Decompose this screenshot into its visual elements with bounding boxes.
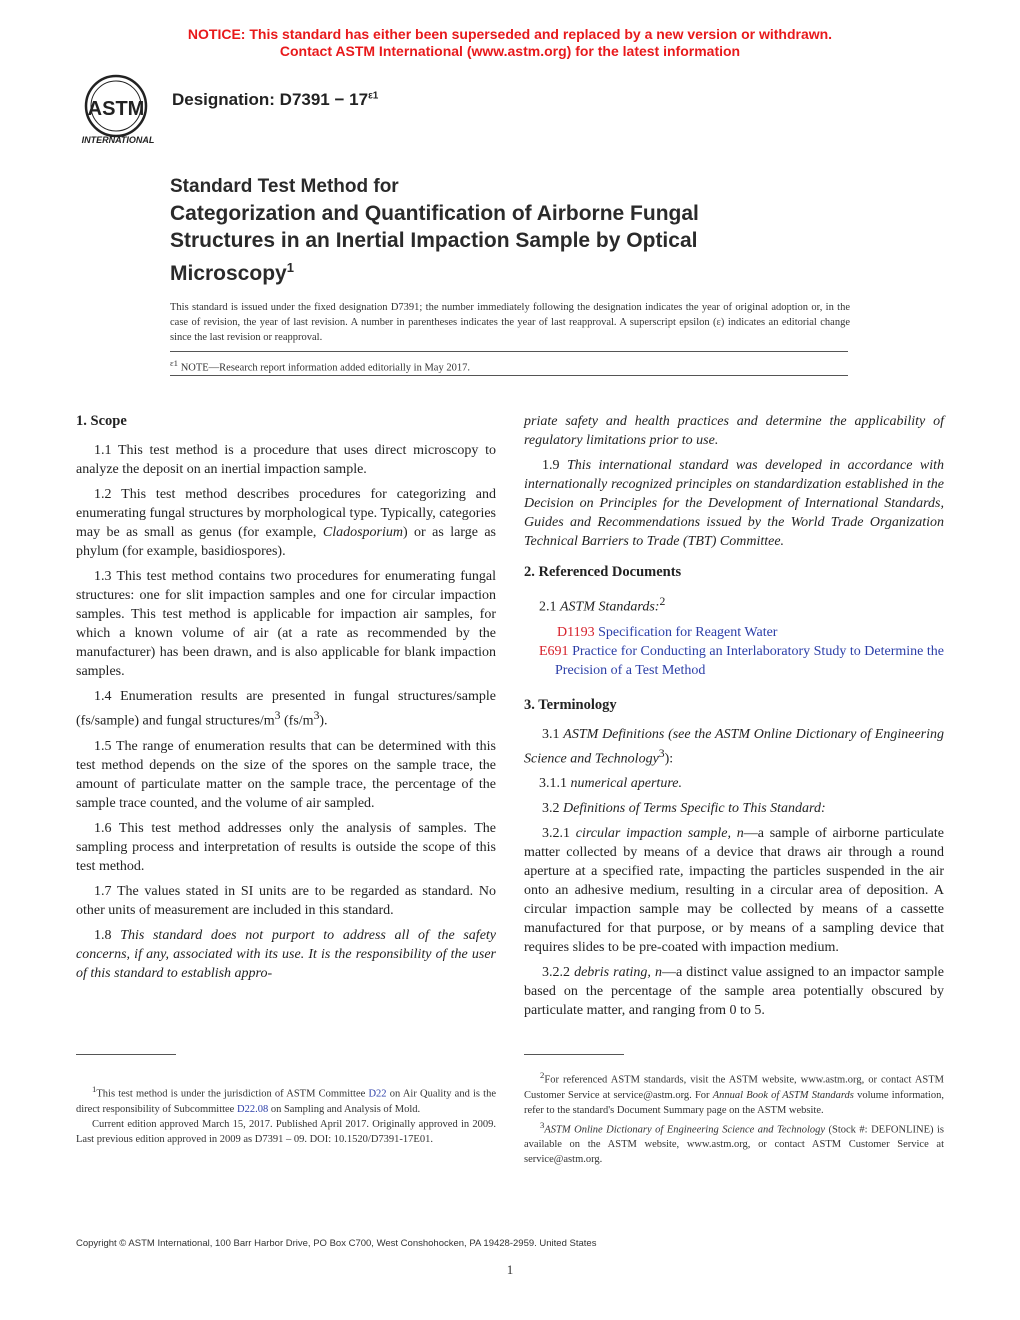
paragraph-1-5: 1.5 The range of enumeration results that can be determined with this test method depends on the size of the spores on the sample trace, the amount of particulate matter on the sample trace, the percentage of the sample trace counted, and the volume of air sampled. — [76, 738, 496, 811]
footnote-divider — [76, 1054, 176, 1055]
left-column — [76, 412, 496, 989]
paragraph-1-8: 1.8 This standard does not purport to address all of the safety concerns, if any, associated with its use. It is the responsibility of the user of this standard to establish appro- — [76, 927, 497, 981]
reference-code-link[interactable]: E691 — [539, 643, 569, 659]
reference-title-link[interactable]: Practice for Conducting an Interlaboratory Study to Determine the Precision of a Test Method — [555, 643, 944, 678]
right-column — [524, 412, 944, 1026]
footnotes-right — [524, 1068, 944, 1167]
reference-title-link[interactable]: Specification for Reagent Water — [594, 624, 778, 640]
logo-text: ASTM — [87, 98, 145, 120]
divider — [170, 375, 848, 376]
section-heading-terminology: 3. Terminology — [524, 696, 617, 713]
title-line-4: Microscopy$^1$ — [170, 260, 294, 285]
paragraph-1-7: 1.7 The values stated in SI units are to be regarded as standard. No other units of measurement are included in this standard. — [76, 883, 496, 918]
section-heading-scope: 1. Scope — [76, 413, 127, 429]
reference-e691[interactable] — [524, 642, 944, 680]
notice-line-1: NOTICE: This standard has either been superseded and replaced by a new version or withdrawn. — [187, 26, 833, 42]
subcommittee-link[interactable]: D22.08 — [236, 1103, 269, 1115]
footnote-2: $^2$For referenced ASTM standards, visit the ASTM website, www.astm.org, or contact ASTM Customer Service at service@astm.org. For Annual Book of ASTM Standards volume information, refer to the standard's Document Summary page on the ASTM website. — [524, 1070, 944, 1116]
footnote-3: $^3$ASTM Online Dictionary of Engineering Science and Technology (Stock #: DEFONLINE) is available on the ASTM website, www.astm.org, or contact ASTM Customer Service at service@astm.org. — [524, 1119, 944, 1165]
title-line-3: Structures in an Inertial Impaction Sample by Optical — [170, 229, 698, 252]
paragraph-3-2-1: 3.2.1 circular impaction sample, n—a sample of airborne particulate matter collected by means of a device that draws air through a round aperture at a specified rate, impacting the particles suspended in the air onto an adhesive medium, resulting in a circular area of deposition. A circular impaction sample may be collected by means of a cassette manufactured for that purpose, or by means of a sampling device that requires slides to be pre-coated with impaction medium. — [524, 826, 944, 956]
reference-code-link[interactable]: D1193 — [557, 624, 595, 640]
copyright-footer: Copyright © ASTM International, 100 Barr Harbor Drive, PO Box C700, West Conshohocken, PA 19428-2959. United States — [76, 1238, 597, 1249]
paragraph-1-8-continued: priate safety and health practices and determine the applicability of regulatory limitations prior to use. — [524, 414, 944, 448]
notice-line-2: Contact ASTM International (www.astm.org) for the latest information — [279, 43, 741, 59]
issue-statement: This standard is issued under the fixed designation D7391; the number immediately following the designation indicates the year of original adoption or, in the case of revision, the year of last revision. A number in parentheses indicates the year of last reapproval. A superscript epsilon (ε) indicates an editorial change since the last revision or reapproval. — [170, 302, 850, 343]
logo-subtext: INTERNATIONAL — [81, 135, 155, 145]
designation: Designation: $D7391 - 17^{\varepsilon 1}$ — [172, 90, 379, 109]
footnote-1: $^1$This test method is under the jurisdiction of ASTM Committee D22 on Air Quality and is the direct responsibility of Subcommittee D22.08 on Sampling and Analysis of Mold. Current edition approved March 15, 2017. Published April 2017. Originally approved in 2009. Last previous edition approved in 2009 as D7391 – 09. DOI: 10.1520/D7391-17E01. — [76, 1084, 497, 1145]
divider — [170, 351, 848, 352]
committee-link[interactable]: D22 — [368, 1088, 387, 1100]
reference-d1193[interactable] — [524, 623, 944, 642]
paragraph-3-1-1: 3.1.1 numerical aperture. — [539, 776, 682, 792]
supersede-notice — [0, 26, 1020, 60]
paragraph-1-2: 1.2 This test method describes procedures for categorizing and enumerating fungal structures by morphological type. Typically, categories may be as small as genus (for example, Cladosporium) or as large as phylum (for example, basidiospores). — [76, 487, 497, 559]
footnote-divider — [524, 1054, 624, 1055]
paragraph-1-3: 1.3 This test method contains two procedures for enumerating fungal structures: one for slit impaction samples and one for circular impaction samples. This test method is applicable for impaction air samples, for which a known volume of air (at a rate as recommended by the manufacturer) has been drawn, and is also applicable for blank impaction samples. — [76, 569, 496, 679]
paragraph-1-4: 1.4 Enumeration results are presented in fungal structures/sample (fs/sample) and fungal structures/$m^3$ $(fs/m^3)$. — [76, 689, 496, 729]
astm-logo-icon — [76, 70, 160, 146]
page-number: 1 — [506, 1262, 514, 1277]
paragraph-1-6: 1.6 This test method addresses only the analysis of samples. The sampling process and interpretation of results is outside the scope of this test method. — [76, 820, 496, 874]
paragraph-3-2-2: 3.2.2 debris rating, n—a distinct value assigned to an impactor sample based on the percentage of the sample area potentially obscured by particulate matter, and ranging from 0 to 5. — [524, 965, 944, 1019]
title-line-1: Standard Test Method for — [170, 176, 399, 197]
paragraph-1-9: 1.9 This international standard was developed in accordance with internationally recognized principles on standardization established in the Decision on Principles for the Development of International Standards, Guides and Recommendations issued by the World Trade Organization Technical Barriers to Trade (TBT) Committee. — [524, 458, 945, 549]
paragraph-2-1: 2.1 ASTM Standards:$^2$ — [539, 595, 666, 615]
editorial-note: $^{\varepsilon 1}$ NOTE—Research report information added editorially in May 2017. — [170, 358, 470, 374]
paragraph-3-2: 3.2 Definitions of Terms Specific to This Standard: — [542, 801, 826, 817]
footnote-1-edition: Current edition approved March 15, 2017. Published April 2017. Originally approved in 2009. Last previous edition approved in 2009 as D7391 – 09. DOI: 10.1520/D7391-17E01. — [76, 1118, 496, 1145]
paragraph-3-1: 3.1 ASTM Definitions (see the ASTM Online Dictionary of Engineering Science and Technology$^3$): — [524, 726, 944, 767]
title-line-2: Categorization and Quantification of Airborne Fungal — [170, 202, 699, 225]
paragraph-1-1: 1.1 This test method is a procedure that uses direct microscopy to analyze the deposit on an inertial impaction sample. — [76, 443, 496, 477]
document-title — [170, 174, 870, 287]
section-heading-referenced-documents: 2. Referenced Documents — [524, 564, 682, 580]
